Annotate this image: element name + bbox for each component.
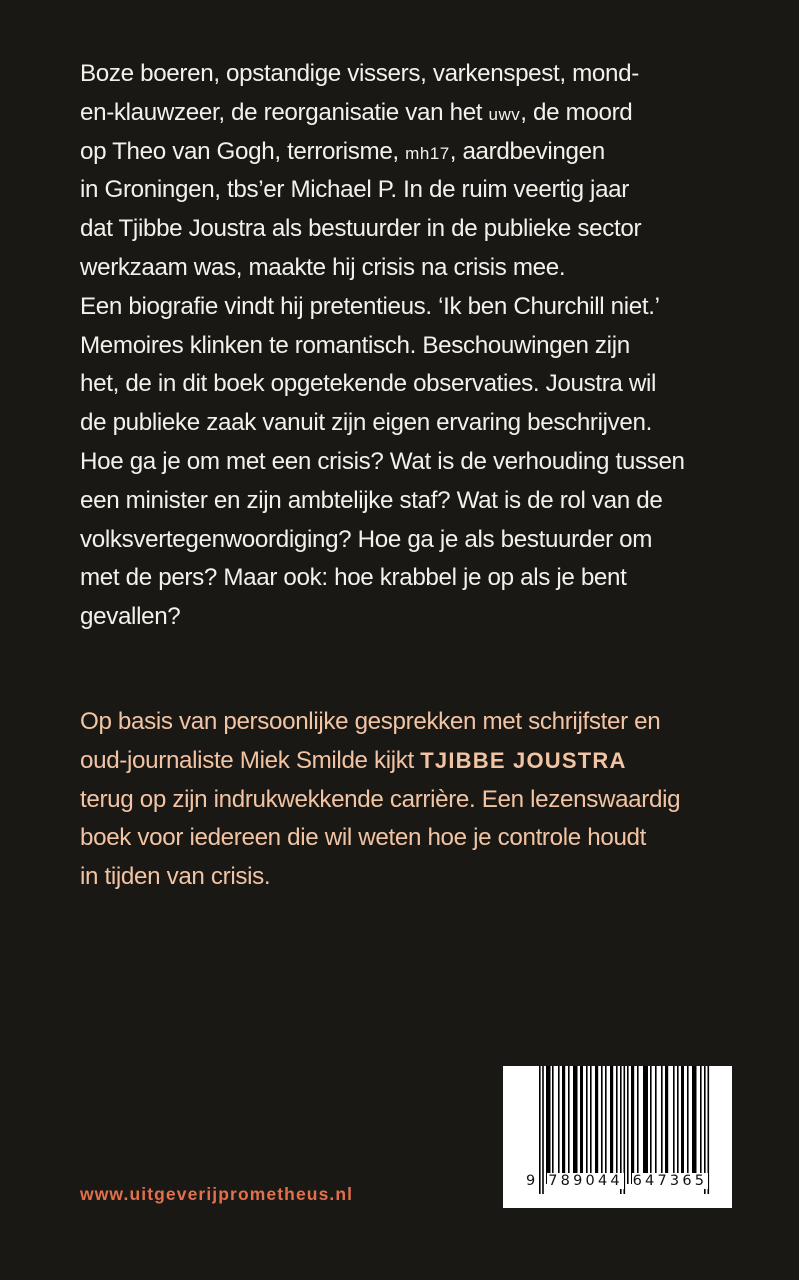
description-line: werkzaam was, maakte hij crisis na crisis mee. bbox=[80, 253, 566, 281]
isbn-digits-right: 647365 bbox=[632, 1173, 708, 1189]
description-line: het, de in dit boek opgetekende observaties. Joustra wil bbox=[80, 370, 657, 398]
description-line: Boze boeren, opstandige vissers, varkenspest, mond- bbox=[80, 60, 639, 87]
description-line bbox=[80, 133, 685, 172]
author-name: TJIBBE JOUSTRA bbox=[420, 747, 627, 773]
description-line: de publieke zaak vanuit zijn eigen ervaring beschrijven. bbox=[80, 409, 653, 437]
description-line: Hoe ga je om met een crisis? Wat is de verhouding tussen bbox=[80, 447, 685, 475]
isbn-digits-left: 789044 bbox=[548, 1173, 623, 1189]
blurb-line: Op basis van persoonlijke gesprekken met schrijfster en bbox=[80, 708, 661, 735]
abbreviation-mh17: mh17 bbox=[405, 143, 450, 163]
isbn-digit-prefix: 9 bbox=[526, 1173, 539, 1189]
blurb-line: terug op zijn indrukwekkende carrière. Een lezenswaardig bbox=[80, 785, 681, 813]
description-line: met de pers? Maar ook: hoe krabbel je op als je bent bbox=[80, 564, 627, 592]
blurb-line: in tijden van crisis. bbox=[80, 863, 271, 891]
blurb-line: boek voor iedereen die wil weten hoe je controle houdt bbox=[80, 824, 647, 852]
description-line: volksvertegenwoordiging? Hoe ga je als bestuurder om bbox=[80, 525, 653, 553]
blurb-line-text: oud-journaliste Miek Smilde kijkt bbox=[80, 746, 421, 774]
description-line-text: , aardbevingen bbox=[449, 137, 605, 165]
blurb-line bbox=[80, 742, 680, 781]
description-line bbox=[80, 94, 685, 133]
isbn-barcode bbox=[503, 1066, 732, 1208]
description-line-text: en-klauwzeer, de reorganisatie van het bbox=[80, 98, 489, 126]
blurb-paragraph bbox=[80, 703, 680, 897]
description-line-text: , de moord bbox=[520, 98, 633, 126]
description-line: gevallen? bbox=[80, 603, 181, 631]
description-line: een minister en zijn ambtelijke staf? Wat is de rol van de bbox=[80, 486, 663, 514]
abbreviation-uwv: uwv bbox=[488, 104, 521, 124]
isbn-number bbox=[525, 1173, 708, 1195]
description-line-text: op Theo van Gogh, terrorisme, bbox=[80, 137, 406, 165]
description-line: Een biografie vindt hij pretentieus. ‘Ik ben Churchill niet.’ bbox=[80, 292, 660, 320]
description-paragraph bbox=[80, 55, 685, 637]
description-line: in Groningen, tbs’er Michael P. In de ruim veertig jaar bbox=[80, 176, 629, 204]
description-line: Memoires klinken te romantisch. Beschouwingen zijn bbox=[80, 331, 630, 359]
description-line: dat Tjibbe Joustra als bestuurder in de publieke sector bbox=[80, 215, 642, 243]
publisher-url[interactable]: www.uitgeverijprometheus.nl bbox=[80, 1184, 354, 1204]
